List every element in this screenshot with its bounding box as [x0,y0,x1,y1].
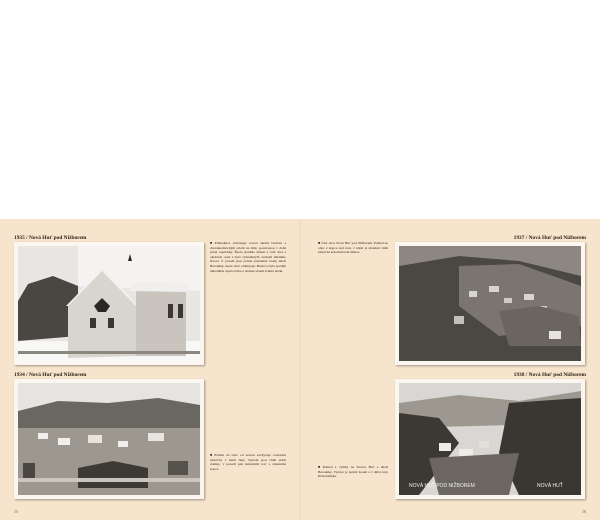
right-caption-top: 1937 / Nová Huť pod Nižborem [513,235,586,241]
page-gutter [299,219,301,520]
left-folio: 15 [14,509,18,514]
right-photo-valley [395,242,585,365]
right-folio: 16 [582,509,586,514]
right-caption-bottom: 1938 / Nová Huť pod Nižborem [513,372,586,378]
right-text-1-body: Část obce Nová Huť pod Nižborem. Pohled na obec z kopce nad tratí, v údolí je zřetelně vidět zástavba kolem hlavní silnice. [318,241,388,255]
bullet-icon: ■ [318,241,321,245]
right-text-1 [318,241,388,255]
village-photo-image [18,383,200,495]
book-spread [0,219,600,520]
right-photo-town [395,379,585,499]
left-photo-village [14,379,204,499]
left-photo-school [14,242,204,365]
bullet-icon: ■ [210,241,214,245]
bullet-icon: ■ [318,465,322,469]
left-caption-top: 1935 / Nová Huť pod Nižborem [14,235,87,241]
right-text-2 [318,465,388,479]
valley-photo-image [399,246,581,361]
school-photo-image [18,246,200,361]
photo-stamp-2: NOVÁ HUŤ [537,483,563,489]
left-text-1-body: Pohlednice zobrazuje novou školní budovu s charakteristickým orlem na štítě, postavenou v době první republiky. Škola sloužila dětem z celé obce i okolních osad a byla významným centrem místního života. V pozadí jsou patrné zalesněné svahy údolí Berounky, které obec obklopují. Budova byla později několikrát upravována a dodnes slouží svému účelu. [210,241,286,273]
photo-stamp-1: NOVÁ HUŤ POD NIŽBOREM [409,483,475,489]
left-text-2-body: Pohled na obec od severu zachycuje rozložení zástavby v údolí řeky. Vpředu jsou vidět starší domky, v pozadí pak železniční trať a zalesněné kopce. [210,453,286,471]
bullet-icon: ■ [210,453,214,457]
right-text-2-body: Pohled z výšiny na Novou Huť a údolí Berounky. Vpravo je patrný kostel a v dálce lesy Křivoklátska. [318,465,388,479]
town-photo-image [399,383,581,495]
left-caption-bottom: 1934 / Nová Huť pod Nižborem [14,372,87,378]
left-text-2 [210,453,286,471]
left-text-1 [210,241,286,273]
